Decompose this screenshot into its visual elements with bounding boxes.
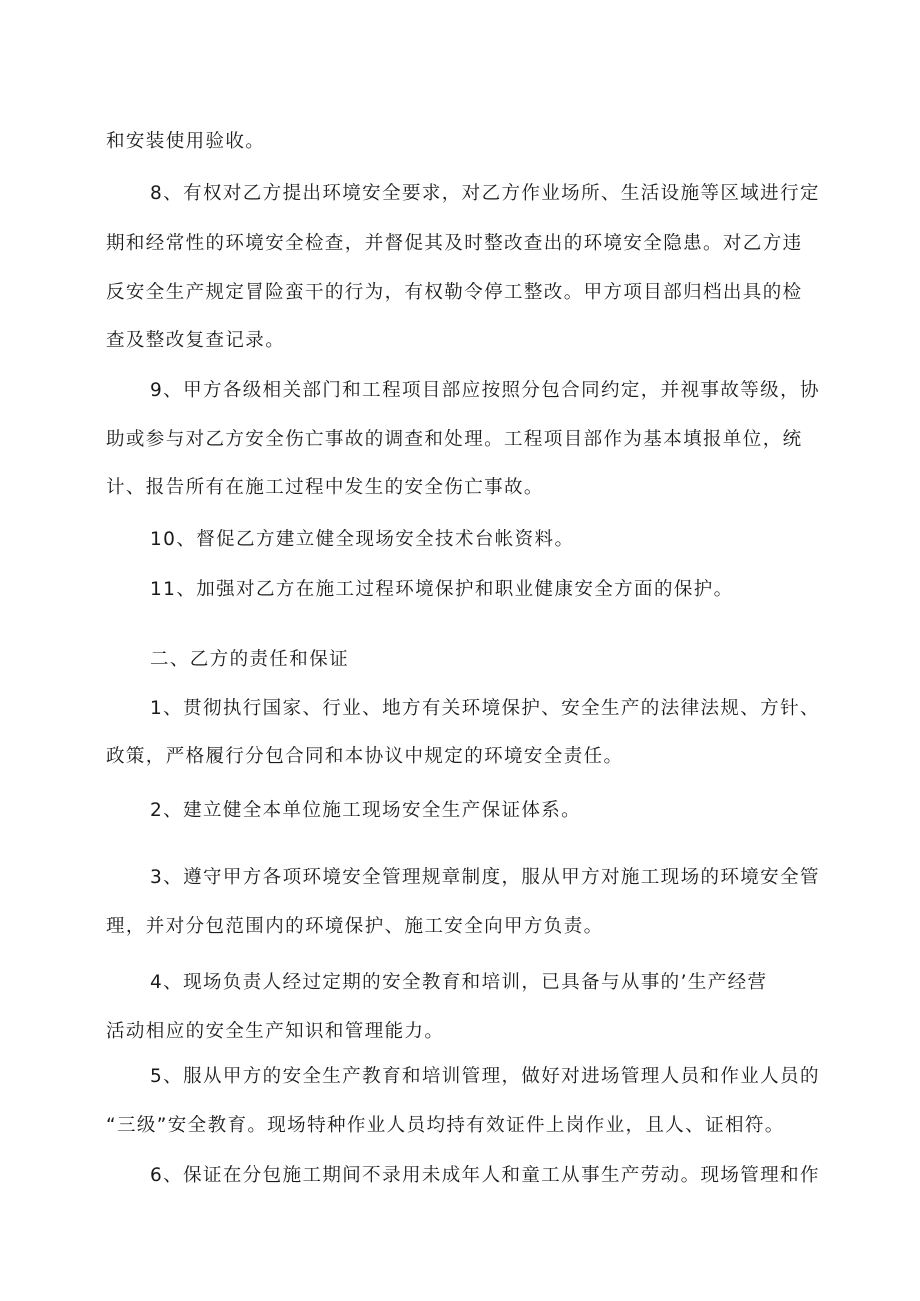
paragraph-line: 11、加强对乙方在施工过程环境保护和职业健康安全方面的保护。 xyxy=(150,579,734,600)
paragraph-line: 2、建立健全本单位施工现场安全生产保证体系。 xyxy=(150,800,582,821)
paragraph-line: 活动相应的安全生产知识和管理能力。 xyxy=(106,1021,445,1042)
paragraph-line: “三级”安全教育。现场特种作业人员均持有效证件上岗作业，且人、证相符。 xyxy=(106,1115,785,1136)
paragraph-line: 6、保证在分包施工期间不录用未成年人和童工从事生产劳动。现场管理和作 xyxy=(150,1165,820,1186)
paragraph-line: 和安装使用验收。 xyxy=(106,131,266,152)
paragraph-line: 期和经常性的环境安全检查，并督促其及时整改查出的环境安全隐患。对乙方违 xyxy=(106,233,803,254)
paragraph-line: 反安全生产规定冒险蛮干的行为，有权勒令停工整改。甲方项目部归档出具的检 xyxy=(106,282,803,303)
paragraph-line: 1、贯彻执行国家、行业、地方有关环境保护、安全生产的法律法规、方针、 xyxy=(150,698,820,719)
section-heading: 二、乙方的责任和保证 xyxy=(150,649,350,670)
paragraph-line: 理，并对分包范围内的环境保护、施工安全向甲方负责。 xyxy=(106,916,604,937)
paragraph-line: 8、有权对乙方提出环境安全要求，对乙方作业场所、生活设施等区域进行定 xyxy=(150,183,820,204)
paragraph-line: 9、甲方各级相关部门和工程项目部应按照分包合同约定，并视事故等级，协 xyxy=(150,380,820,401)
paragraph-line: 计、报告所有在施工过程中发生的安全伤亡事故。 xyxy=(106,477,544,498)
paragraph-line: 5、服从甲方的安全生产教育和培训管理，做好对进场管理人员和作业人员的 xyxy=(150,1066,820,1087)
paragraph-line: 查及整改复查记录。 xyxy=(106,330,286,351)
paragraph-line: 10、督促乙方建立健全现场安全技术台帐资料。 xyxy=(150,529,575,550)
paragraph-line: 助或参与对乙方安全伤亡事故的调查和处理。工程项目部作为基本填报单位，统 xyxy=(106,429,803,450)
paragraph-line: 3、遵守甲方各项环境安全管理规章制度，服从甲方对施工现场的环境安全管 xyxy=(150,867,820,888)
paragraph-line: 政策，严格履行分包合同和本协议中规定的环境安全责任。 xyxy=(106,746,624,767)
paragraph-line: 4、现场负责人经过定期的安全教育和培训，已具备与从事的’生产经营 xyxy=(150,972,768,993)
